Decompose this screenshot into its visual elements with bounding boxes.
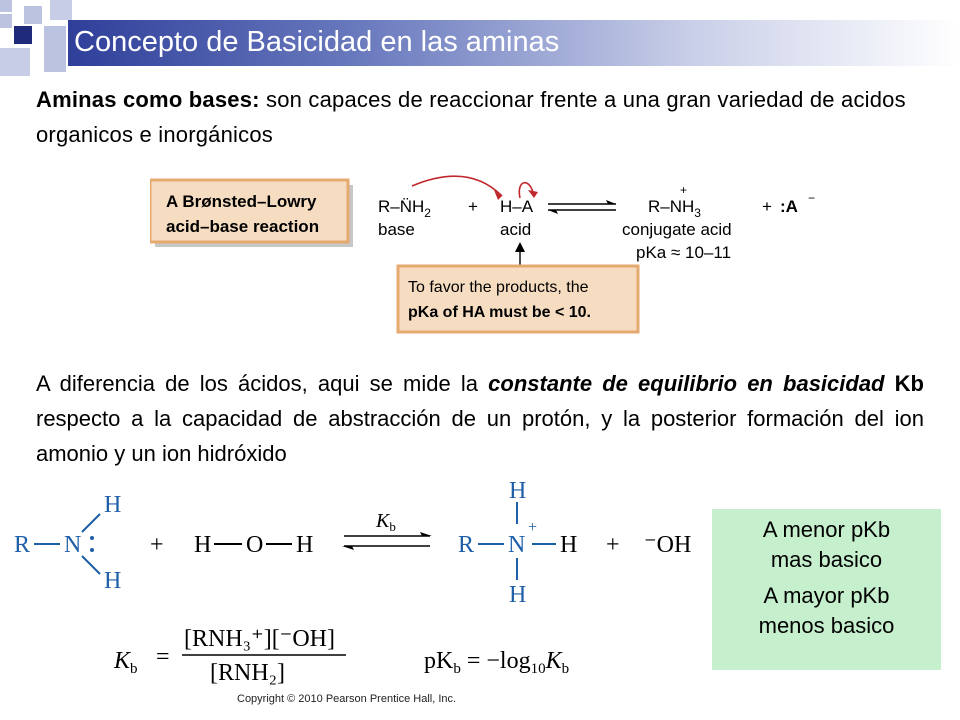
- kb-equals: =: [156, 644, 170, 670]
- decor-square-dark: [14, 26, 32, 44]
- lone-pair-dot-2: [90, 548, 94, 552]
- water-O: O: [246, 532, 264, 558]
- note-line2: pKa of HA must be < 10.: [408, 304, 591, 321]
- ammonium-R: R: [458, 532, 475, 558]
- pkb-line2: mas basico: [770, 547, 883, 572]
- amine-H-bottom: H: [104, 568, 122, 594]
- kb-arrow-back-head: [342, 546, 354, 550]
- kb-arrow-label: $K_b$: [376, 510, 396, 534]
- paragraph-amines-as-bases: [36, 82, 926, 152]
- amine-H-top: H: [104, 492, 122, 518]
- note-line1: To favor the products, the: [408, 279, 589, 296]
- bronsted-lowry-figure: [150, 170, 840, 340]
- para2-text-d: respecto a la capacidad de abstracción de un protón, y la posterior formación del ion amonio y un ion hidróxido: [36, 406, 924, 466]
- hydroxide: ⁻OH: [644, 532, 692, 558]
- conjugate-acid-pka: pKa ≈ 10–11: [636, 243, 732, 262]
- water-H1: H: [194, 532, 212, 558]
- plus-1: +: [468, 197, 478, 216]
- kb-arrow-forward-head: [420, 532, 432, 536]
- acid-formula: H–A: [500, 197, 534, 216]
- anion-charge: −: [808, 191, 816, 205]
- para1-bold: Aminas como bases:: [36, 87, 260, 112]
- conjugate-acid-formula: $R-NH_3$: [648, 197, 701, 220]
- plus-b: +: [606, 532, 620, 558]
- ammonium-H-bottom: H: [509, 582, 527, 608]
- para2-text-a: A diferencia de los ácidos, aqui se mide la: [36, 371, 489, 396]
- decor-square-light-3: [24, 6, 42, 24]
- lone-pair-dot-1: [90, 536, 94, 540]
- plus-a: +: [150, 532, 164, 558]
- conjugate-acid-label: conjugate acid: [622, 220, 732, 239]
- decor-square-light-4: [50, 0, 72, 20]
- decor-square-light-2: [0, 14, 12, 28]
- kb-numerator: [RNH₃⁺][⁻OH]: [184, 626, 336, 652]
- ammonium-H-top: H: [509, 478, 527, 504]
- up-arrow-head: [515, 242, 525, 252]
- para2-kb: Kb: [884, 371, 924, 396]
- amine-bond-NH-top: [82, 514, 100, 532]
- amine-N: N: [64, 532, 82, 558]
- kb-equilibrium-figure: [0, 472, 710, 687]
- amine-bond-NH-bottom: [82, 556, 100, 574]
- copyright-notice: Copyright © 2010 Pearson Prentice Hall, Inc.: [237, 693, 457, 705]
- pkb-line1: A menor pKb: [762, 517, 891, 542]
- decor-square-light-6: [0, 48, 30, 76]
- para2-emphasis: constante de equilibrio en basicidad: [488, 371, 885, 396]
- pkb-summary-box: [712, 509, 941, 670]
- kb-denominator: [RNH₂]: [210, 660, 286, 686]
- anion: :A: [780, 197, 798, 216]
- decor-square-light-5: [44, 26, 66, 72]
- curved-arrow-1: [412, 176, 502, 196]
- water-H2: H: [296, 532, 314, 558]
- base-formula: $R-N̈H_2$: [378, 197, 431, 220]
- para1-text: son capaces de reaccionar frente a una gran variedad de acidos organicos e inorgánicos: [36, 87, 906, 147]
- ammonium-N: N: [508, 532, 526, 558]
- note-box: [398, 266, 638, 332]
- acid-label: acid: [500, 220, 532, 239]
- slide-title: Concepto de Basicidad en las aminas: [74, 26, 560, 58]
- amine-R: R: [14, 532, 31, 558]
- ammonium-H-right: H: [560, 532, 578, 558]
- plus-charge: +: [680, 183, 688, 197]
- box-line1: A Brønsted–Lowry: [166, 192, 317, 211]
- paragraph-kb: [36, 366, 924, 471]
- ammonium-charge: +: [528, 519, 538, 536]
- box-line2: acid–base reaction: [166, 217, 320, 236]
- pkb-line4: menos basico: [758, 613, 895, 638]
- pkb-line3: A mayor pKb: [763, 583, 890, 608]
- pkb-expression: $pK_b = -\log_{10}K_b$: [424, 648, 570, 677]
- kb-symbol: $K_b$: [114, 648, 138, 677]
- decor-square-light-1: [0, 0, 12, 12]
- curved-arrow-2: [519, 183, 534, 198]
- plus-2: +: [762, 197, 772, 216]
- base-label: base: [378, 220, 415, 239]
